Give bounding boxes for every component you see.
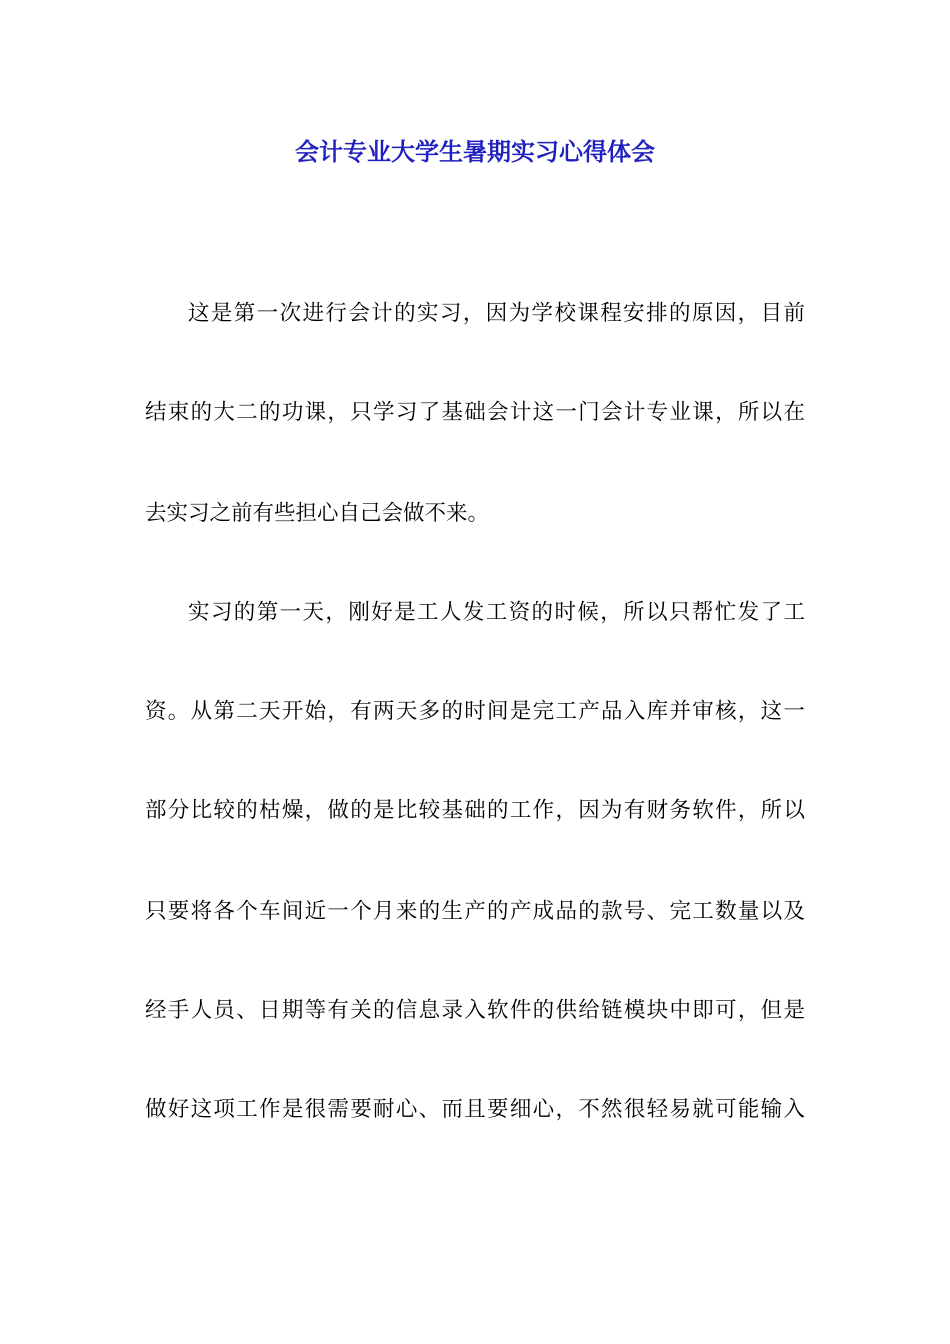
paragraph-2-line-3: 部分比较的枯燥，做的是比较基础的工作，因为有财务软件，所以 xyxy=(145,798,805,823)
paragraph-2-line-5: 经手人员、日期等有关的信息录入软件的供给链模块中即可，但是 xyxy=(145,998,805,1023)
document-title: 会计专业大学生暑期实习心得体会 xyxy=(295,138,655,166)
paragraph-2-line-1: 实习的第一天，刚好是工人发工资的时候，所以只帮忙发了工 xyxy=(188,600,805,625)
paragraph-1-line-3: 去实习之前有些担心自己会做不来。 xyxy=(145,501,490,526)
paragraph-2-line-2: 资。从第二天开始，有两天多的时间是完工产品入库并审核，这一 xyxy=(145,699,805,724)
paragraph-2-line-6: 做好这项工作是很需要耐心、而且要细心，不然很轻易就可能输入 xyxy=(145,1097,805,1122)
paragraph-1-line-2: 结束的大二的功课，只学习了基础会计这一门会计专业课，所以在 xyxy=(145,400,805,425)
paragraph-1-line-1: 这是第一次进行会计的实习，因为学校课程安排的原因，目前 xyxy=(188,301,805,326)
paragraph-2-line-4: 只要将各个车间近一个月来的生产的产成品的款号、完工数量以及 xyxy=(145,899,805,924)
